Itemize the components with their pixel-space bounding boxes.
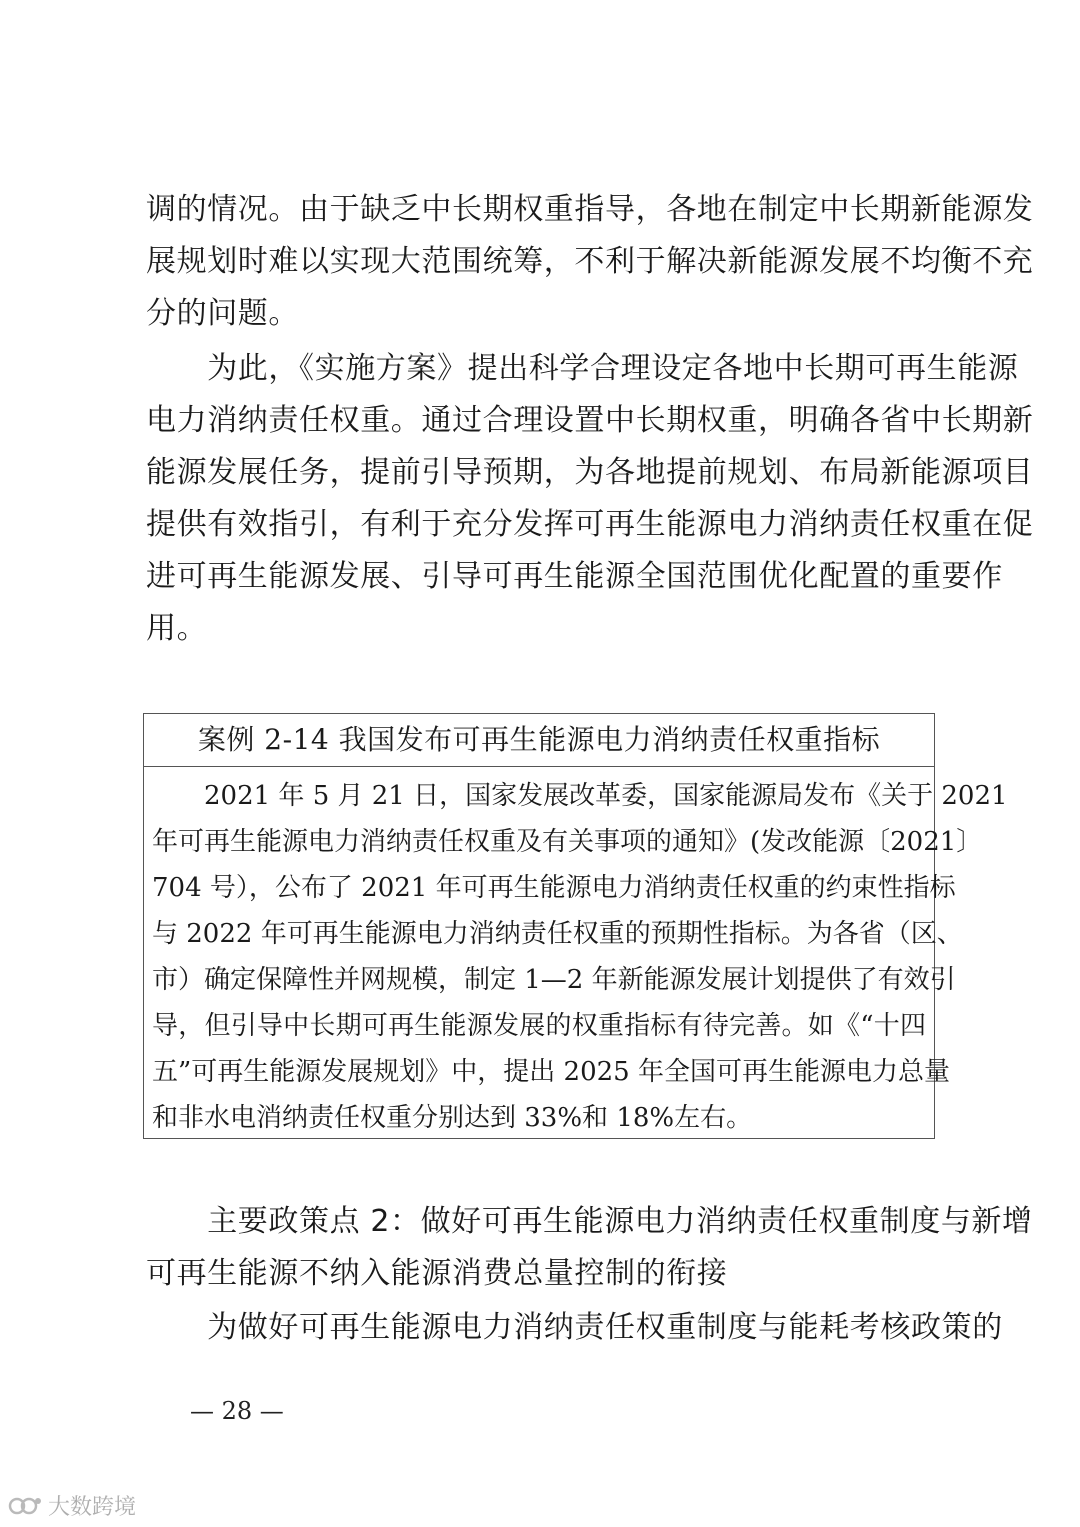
paragraph-line: 可再生能源不纳入能源消费总量控制的衔接 bbox=[146, 1256, 728, 1291]
case-title: 案例 2-14 我国发布可再生能源电力消纳责任权重指标 bbox=[144, 714, 934, 767]
paragraph-line: 用。 bbox=[146, 611, 208, 646]
paragraph-line: 主要政策点 2：做好可再生能源电力消纳责任权重制度与新增 bbox=[146, 1204, 1033, 1239]
watermark-logo-icon bbox=[8, 1493, 42, 1519]
paragraph-2 bbox=[146, 343, 1034, 655]
case-line: 导，但引导中长期可再生能源发展的权重指标有待完善。如《“十四 bbox=[152, 1011, 926, 1041]
paragraph-4 bbox=[146, 1302, 1003, 1354]
case-body bbox=[144, 767, 1008, 1141]
paragraph-line: 提供有效指引，有利于充分发挥可再生能源电力消纳责任权重在促 bbox=[146, 507, 1034, 542]
paragraph-line: 为做好可再生能源电力消纳责任权重制度与能耗考核政策的 bbox=[146, 1310, 1003, 1345]
case-line: 五”可再生能源发展规划》中，提出 2025 年全国可再生能源电力总量 bbox=[152, 1057, 950, 1087]
paragraph-line: 电力消纳责任权重。通过合理设置中长期权重，明确各省中长期新 bbox=[146, 403, 1034, 438]
page-number: — 28 — bbox=[190, 1397, 284, 1425]
paragraph-line: 能源发展任务，提前引导预期，为各地提前规划、布局新能源项目 bbox=[146, 455, 1034, 490]
paragraph-line: 分的问题。 bbox=[146, 296, 299, 331]
case-line: 与 2022 年可再生能源电力消纳责任权重的预期性指标。为各省（区、 bbox=[152, 919, 963, 949]
watermark bbox=[8, 1490, 136, 1521]
paragraph-line: 调的情况。由于缺乏中长期权重指导，各地在制定中长期新能源发 bbox=[146, 192, 1034, 227]
paragraph-1 bbox=[146, 184, 1034, 340]
watermark-text: 大数跨境 bbox=[48, 1495, 137, 1520]
case-line: 和非水电消纳责任权重分别达到 33%和 18%左右。 bbox=[152, 1103, 753, 1133]
case-box bbox=[143, 713, 1008, 1139]
paragraph-line: 为此，《实施方案》提出科学合理设定各地中长期可再生能源 bbox=[146, 351, 1019, 386]
paragraph-3 bbox=[146, 1196, 1033, 1300]
paragraph-line: 进可再生能源发展、引导可再生能源全国范围优化配置的重要作 bbox=[146, 559, 1003, 594]
paragraph-line: 展规划时难以实现大范围统筹，不利于解决新能源发展不均衡不充 bbox=[146, 244, 1034, 279]
case-line: 2021 年 5 月 21 日，国家发展改革委，国家能源局发布《关于 2021 bbox=[152, 781, 1008, 811]
case-line: 市）确定保障性并网规模，制定 1—2 年新能源发展计划提供了有效引 bbox=[152, 965, 956, 995]
case-line: 704 号），公布了 2021 年可再生能源电力消纳责任权重的约束性指标 bbox=[152, 873, 956, 903]
case-line: 年可再生能源电力消纳责任权重及有关事项的通知》(发改能源〔2021〕 bbox=[152, 827, 983, 857]
